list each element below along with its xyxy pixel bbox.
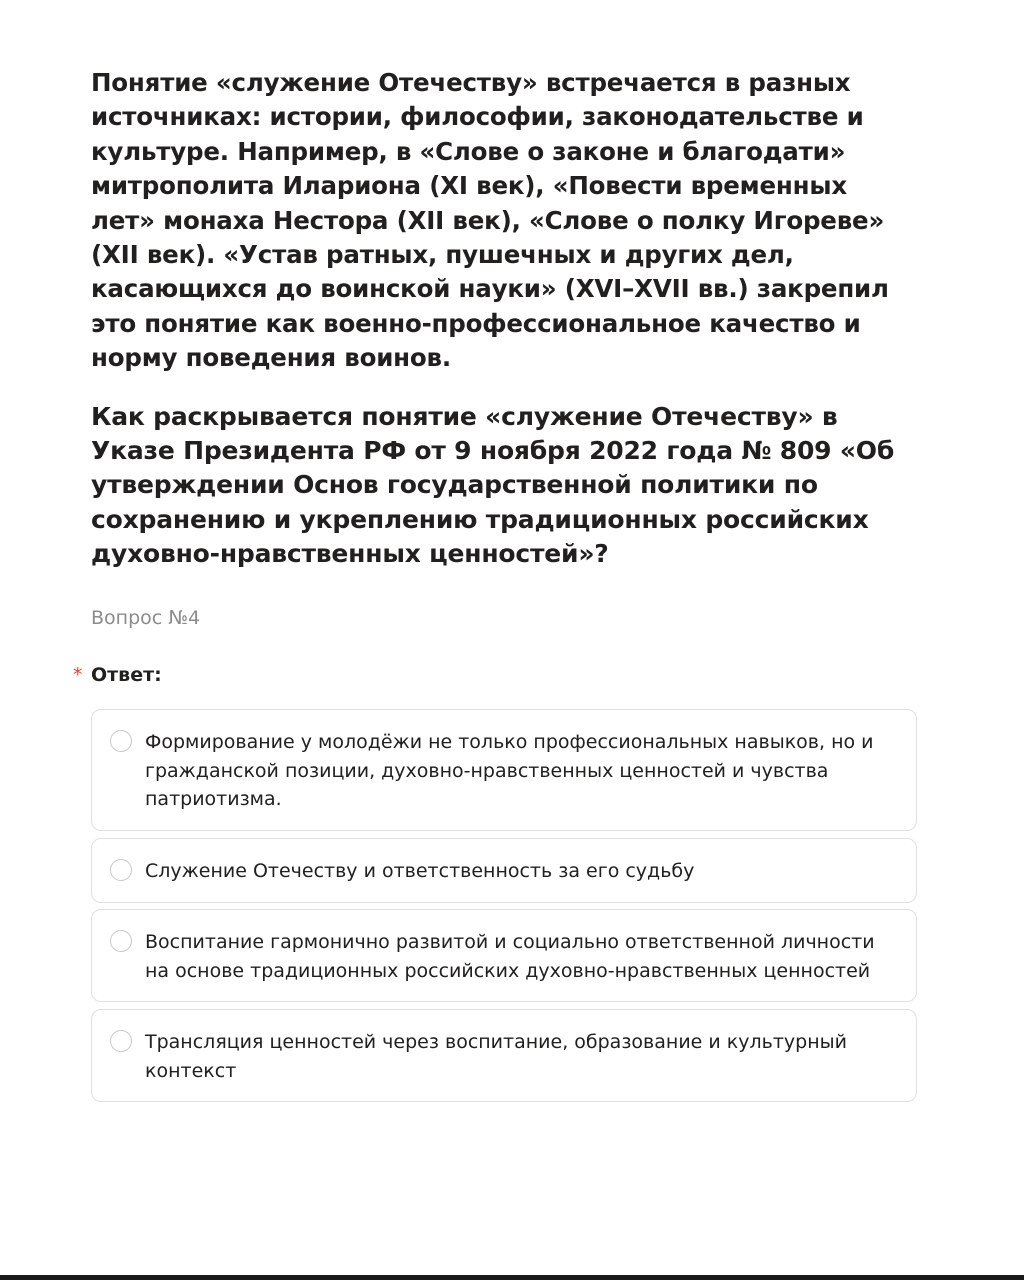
question-card bbox=[73, 66, 919, 1082]
radio-button[interactable] bbox=[110, 730, 132, 752]
option-label: Формирование у молодёжи не только профессиональных навыков, но и гражданской позиции, духовно-нравственных ценностей и чувства патриотизма. bbox=[145, 731, 874, 810]
answer-label: Ответ: bbox=[91, 664, 162, 686]
question-number: Вопрос №4 bbox=[91, 607, 201, 629]
answer-option-1[interactable] bbox=[91, 709, 917, 831]
option-label: Служение Отечеству и ответственность за его судьбу bbox=[145, 860, 695, 882]
answer-option-4[interactable] bbox=[91, 1009, 917, 1102]
radio-button[interactable] bbox=[110, 930, 132, 952]
intro-text: Понятие «служение Отечеству» встречается в разных источниках: истории, философии, законодательстве и культуре. Например, в «Слове о законе и благодати» митрополита Илариона (XI век), «Повести временных лет» монаха Нестора (XII век), «Слове о полку Игореве» (XII век). «Устав ратных, пушечных и других дел, касающихся до воинской науки» (XVI–XVII вв.) закрепил это понятие как военно-профессиональное качество и норму поведения воинов. bbox=[91, 68, 889, 373]
radio-button[interactable] bbox=[110, 859, 132, 881]
bottom-border bbox=[0, 1275, 1024, 1280]
answer-option-3[interactable] bbox=[91, 909, 917, 1002]
required-indicator: * bbox=[73, 664, 83, 686]
question-title: Как раскрывается понятие «служение Отечеству» в Указе Президента РФ от 9 ноября 2022 года № 809 «Об утверждении Основ государственной политики по сохранению и укреплению традиционных российских духовно-нравственных ценностей»? bbox=[91, 401, 895, 569]
option-label: Воспитание гармонично развитой и социально ответственной личности на основе традиционных российских духовно-нравственных ценностей bbox=[145, 931, 875, 982]
option-label: Трансляция ценностей через воспитание, образование и культурный контекст bbox=[145, 1031, 847, 1082]
radio-button[interactable] bbox=[110, 1030, 132, 1052]
answer-option-2[interactable] bbox=[91, 838, 917, 903]
